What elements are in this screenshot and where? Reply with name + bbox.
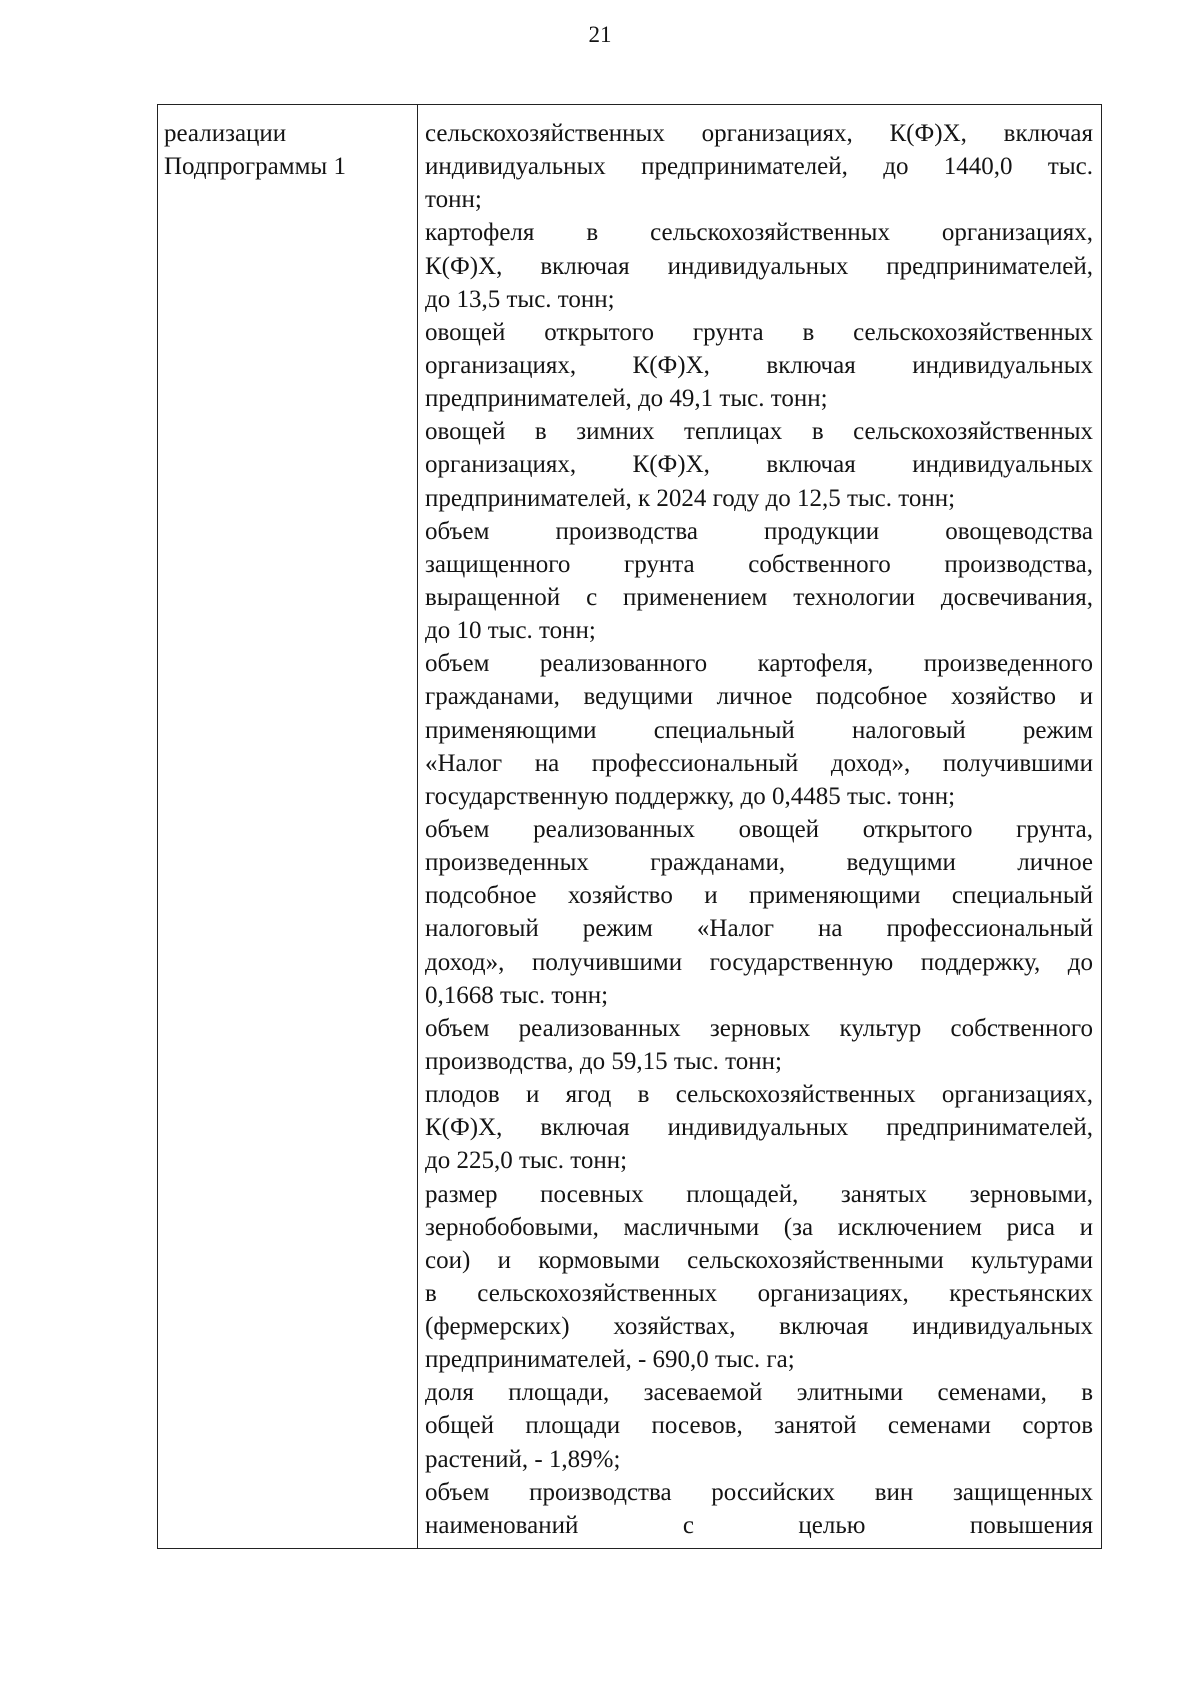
text-line: овощей в зимних теплицах в сельскохозяйственных xyxy=(425,418,1093,446)
document-table xyxy=(157,104,1102,1549)
text-line: доход», получившими государственную поддержку, до xyxy=(425,948,1093,976)
text-line: организациях, К(Ф)Х, включая индивидуальных xyxy=(425,351,1093,379)
text-line: гражданами, ведущими личное подсобное хозяйство и xyxy=(425,683,1093,711)
page-number: 21 xyxy=(588,22,612,47)
text-line: до 10 тыс. тонн; xyxy=(425,617,596,645)
text-line: применяющими специальный налоговый режим xyxy=(425,716,1093,744)
text-line: 0,1668 тыс. тонн; xyxy=(425,981,609,1009)
left-cell-line: Подпрограммы 1 xyxy=(164,153,346,180)
text-line: защищенного грунта собственного производства, xyxy=(425,550,1093,578)
text-line: объем реализованных овощей открытого грунта, xyxy=(425,815,1093,843)
text-line: К(Ф)Х, включая индивидуальных предпринимателей, xyxy=(425,1114,1093,1142)
left-cell-line: реализации xyxy=(164,120,287,147)
text-line: сои) и кормовыми сельскохозяйственными культурами xyxy=(425,1246,1093,1274)
text-line: зернобобовыми, масличными (за исключением риса и xyxy=(425,1213,1093,1241)
text-line: предпринимателей, до 49,1 тыс. тонн; xyxy=(425,385,828,413)
text-line: картофеля в сельскохозяйственных организациях, xyxy=(425,219,1093,247)
text-line: сельскохозяйственных организациях, К(Ф)Х, включая xyxy=(425,120,1093,147)
text-line: произведенных гражданами, ведущими личное xyxy=(425,849,1093,877)
text-line: общей площади посевов, занятой семенами сортов xyxy=(425,1412,1093,1440)
text-line: выращенной с применением технологии досвечивания, xyxy=(425,583,1093,611)
text-line: растений, - 1,89%; xyxy=(425,1445,621,1473)
text-line: К(Ф)Х, включая индивидуальных предпринимателей, xyxy=(425,252,1093,280)
text-line: предпринимателей, - 690,0 тыс. га; xyxy=(425,1346,795,1374)
text-line: организациях, К(Ф)Х, включая индивидуальных xyxy=(425,451,1093,479)
text-line: государственную поддержку, до 0,4485 тыс. тонн; xyxy=(425,782,956,810)
text-line: объем реализованного картофеля, произведенного xyxy=(425,650,1093,678)
text-line: индивидуальных предпринимателей, до 1440,0 тыс. xyxy=(425,153,1093,181)
text-line: доля площади, засеваемой элитными семенами, в xyxy=(425,1379,1093,1407)
text-line: тонн; xyxy=(425,186,482,214)
text-line: объем реализованных зерновых культур собственного xyxy=(425,1014,1093,1042)
table-left-cell xyxy=(158,105,418,1548)
text-line: до 225,0 тыс. тонн; xyxy=(425,1147,628,1175)
text-line: (фермерских) хозяйствах, включая индивидуальных xyxy=(425,1313,1093,1341)
text-line: в сельскохозяйственных организациях, крестьянских xyxy=(425,1279,1093,1307)
text-line: предпринимателей, к 2024 году до 12,5 тыс. тонн; xyxy=(425,484,956,512)
text-line: налоговый режим «Налог на профессиональный xyxy=(425,915,1093,943)
text-line: объем производства российских вин защищенных xyxy=(425,1478,1093,1506)
text-line: плодов и ягод в сельскохозяйственных организациях, xyxy=(425,1081,1093,1109)
table-right-cell xyxy=(418,105,1101,1548)
text-line: объем производства продукции овощеводства xyxy=(425,517,1093,545)
text-line: размер посевных площадей, занятых зерновыми, xyxy=(425,1180,1093,1208)
text-line: овощей открытого грунта в сельскохозяйственных xyxy=(425,318,1093,346)
text-line: до 13,5 тыс. тонн; xyxy=(425,285,615,313)
text-line: наименований с целью повышения xyxy=(425,1511,1093,1539)
text-line: подсобное хозяйство и применяющими специальный xyxy=(425,882,1093,910)
text-line: «Налог на профессиональный доход», получившими xyxy=(425,749,1093,777)
text-line: производства, до 59,15 тыс. тонн; xyxy=(425,1047,782,1075)
